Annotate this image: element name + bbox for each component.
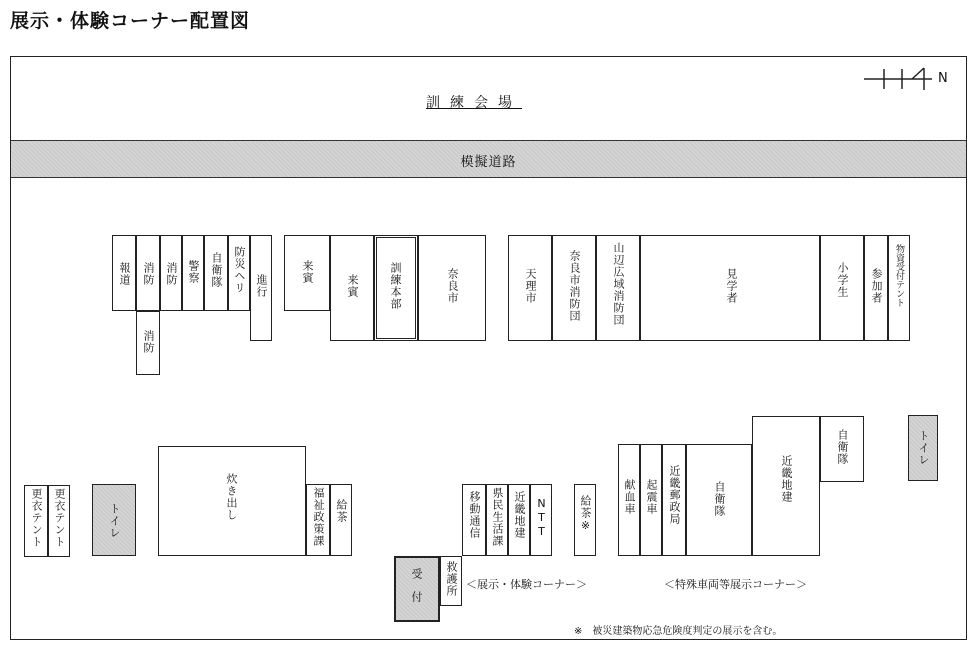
booth-label: 来賓 (301, 260, 314, 284)
reception-label: 受付 (410, 568, 423, 614)
booth-fire-3 (136, 311, 160, 375)
booth-changing-tent-2 (48, 485, 70, 557)
booth-nara-city (418, 235, 486, 341)
booth-tea-1 (330, 484, 352, 556)
booth-label: 防災ヘリ (233, 246, 246, 294)
booth-disaster-heli (228, 235, 250, 311)
training-area-label: 訓練会場 (426, 95, 522, 111)
booth-label: 給茶※ (579, 495, 592, 533)
booth-label: 献血車 (623, 479, 636, 515)
booth-label: 参加者 (870, 268, 883, 304)
booth-label: 近畿地建 (513, 491, 526, 539)
booth-kinki-construction-1 (508, 484, 530, 556)
toilet-label: トイレ (108, 503, 121, 539)
booth-label: 訓練本部 (389, 262, 402, 310)
booth-label: 近畿郵政局 (668, 465, 681, 525)
booth-label: 物資受付テント (894, 244, 904, 307)
booth-residents-life (486, 484, 508, 556)
booth-label: 進行 (255, 274, 268, 298)
booth-label: 来賓 (346, 274, 359, 298)
booth-label: 自衛隊 (210, 252, 223, 288)
booth-sdf-vehicles (686, 444, 752, 556)
north-arrow-icon (862, 66, 952, 92)
booth-label: 給茶 (335, 499, 348, 523)
booth-earthquake-simulator (640, 444, 662, 556)
footnote: ※ 被災建築物応急危険度判定の展示を含む。 (574, 626, 783, 637)
booth-nara-fire-corps (552, 235, 596, 341)
booth-label: 更衣テント (30, 488, 43, 548)
booth-sdf (204, 235, 228, 311)
booth-participants (864, 235, 888, 341)
booth-label: 見学者 (725, 268, 738, 304)
booth-label: 起震車 (645, 479, 658, 515)
booth-label: 自衛隊 (836, 429, 849, 465)
booth-label: 報道 (118, 262, 131, 286)
booth-progress (250, 235, 272, 341)
booth-label: 奈良市消防団 (568, 250, 581, 322)
booth-kinki-construction-2 (752, 416, 820, 556)
booth-label: 近畿地建 (780, 455, 793, 503)
booth-ntt (530, 484, 552, 556)
booth-label: 消防 (142, 262, 155, 286)
toilet-label: トイレ (917, 430, 930, 466)
booth-label: 自衛隊 (713, 481, 726, 517)
toilet-left (92, 484, 136, 556)
exhibit-corner-caption: ＜展示・体験コーナー＞ (466, 578, 587, 591)
booth-label: 移動通信 (468, 491, 481, 539)
booth-label: 天理市 (524, 268, 537, 304)
booth-label: 県民生活課 (491, 487, 504, 547)
booth-label: NTT (535, 497, 548, 539)
booth-label: 小学生 (836, 262, 849, 298)
booth-sdf-2 (820, 416, 864, 482)
booth-label: 消防 (142, 330, 155, 354)
booth-guest-1 (284, 235, 330, 311)
page-title: 展示・体験コーナー配置図 (10, 10, 251, 32)
toilet-right (908, 415, 938, 481)
booth-fire-2 (160, 235, 182, 311)
booth-fire-1 (136, 235, 160, 311)
booth-spectators (640, 235, 820, 341)
booth-label: 消防 (165, 262, 178, 286)
booth-label: 救護所 (445, 561, 458, 597)
booth-blood-donation-bus (618, 444, 640, 556)
booth-tenri-city (508, 235, 552, 341)
booth-label: 更衣テント (53, 488, 66, 548)
booth-label: 奈良市 (446, 268, 459, 304)
north-label: N (938, 71, 948, 86)
vehicle-corner-caption: ＜特殊車両等展示コーナー＞ (664, 578, 807, 591)
reception-booth (394, 556, 440, 622)
simulated-road-label: 模擬道路 (460, 155, 517, 170)
simulated-road (11, 140, 966, 178)
booth-food-service (158, 446, 306, 556)
booth-guest-2 (330, 235, 374, 341)
booth-welfare-policy (306, 484, 330, 556)
booth-press (112, 235, 136, 311)
booth-kinki-postal (662, 444, 686, 556)
booth-label: 福祉政策課 (312, 487, 325, 547)
booth-yamanobe-fire-corps (596, 235, 640, 341)
booth-training-hq (374, 235, 418, 341)
booth-elementary-students (820, 235, 864, 341)
booth-tea-2 (574, 484, 596, 556)
booth-supply-reception-tent (888, 235, 910, 341)
booth-first-aid (440, 556, 462, 606)
booth-police (182, 235, 204, 311)
booth-label: 警察 (187, 260, 200, 284)
booth-label: 炊き出し (225, 473, 238, 521)
booth-label: 山辺広域消防団 (612, 242, 625, 326)
booth-mobile-comm (462, 484, 486, 556)
booth-changing-tent-1 (24, 485, 48, 557)
